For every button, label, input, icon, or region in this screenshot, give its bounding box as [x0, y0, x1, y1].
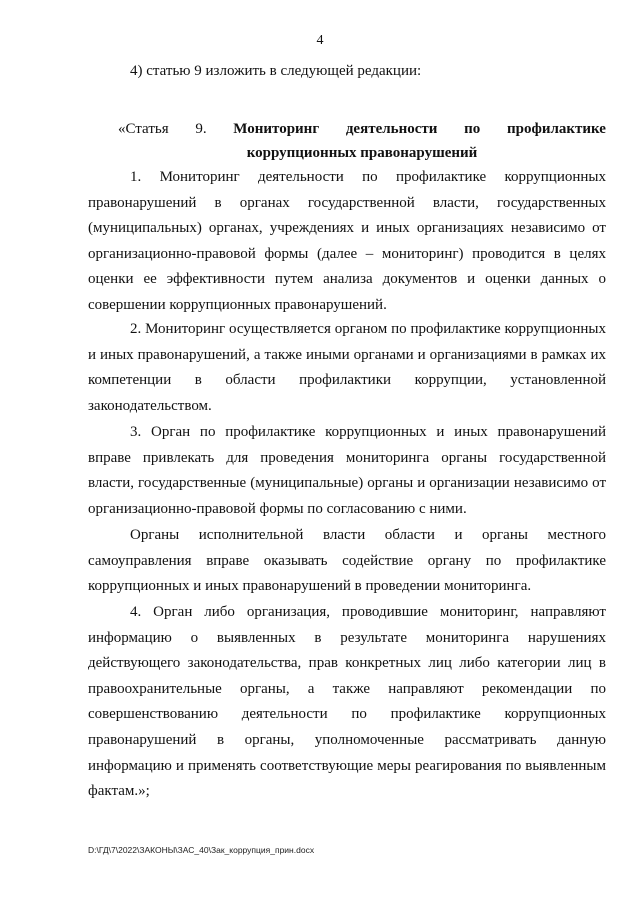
paragraph-text: Органы исполнительной власти области и органы местного самоуправления вправе оказывать содействие органу по профилактике коррупционных и иных правонарушений в проведении мониторинга. — [88, 527, 606, 595]
article-title-line2: коррупционных правонарушений — [246, 145, 478, 161]
paragraph-3 — [88, 420, 606, 522]
paragraph-text: 1. Мониторинг деятельности по профилактике коррупционных правонарушений в органах государственной власти, государственных (муниципальных) органах, учреждениях и иных организациях независимо от организационно-правовой формы (далее – мониторинг) проводится в целях оценки ее эффективности путем анализа документов и оценки данных о совершении коррупционных правонарушений. — [88, 169, 606, 313]
paragraph-2 — [88, 317, 606, 419]
paragraph-3-continued — [88, 523, 606, 600]
article-title-word: по — [464, 121, 481, 137]
article-title-word: Мониторинг — [233, 121, 320, 137]
article-number: 9. — [195, 121, 207, 137]
file-path-footer: D:\ГД\7\2022\ЗАКОНЫ\ЗАС_40\Зак_коррупция_прин.docx — [88, 845, 315, 855]
article-title-word: деятельности — [345, 121, 438, 137]
article-quote-label: «Статья — [118, 121, 169, 137]
paragraph-text: 4. Орган либо организация, проводившие мониторинг, направляют информацию о выявленных в результате мониторинга нарушениях действующего законодательства, прав конкретных лиц либо категории лиц в правоохранительные органы, а также направляют рекомендации по совершенствованию деятельности по профилактике коррупционных правонарушений в органы, уполномоченные рассматривать данную информацию и применять соответствующие меры реагирования по выявленным фактам.»; — [88, 604, 606, 800]
amendment-intro: 4) статью 9 изложить в следующей редакции: — [130, 63, 422, 79]
paragraph-text: 2. Мониторинг осуществляется органом по профилактике коррупционных и иных правонарушений, а также иными органами и организациями в рамках их компетенции в области профилактики коррупции, установленной законодательством. — [88, 321, 606, 414]
paragraph-1 — [88, 165, 606, 319]
article-title-word: профилактике — [506, 121, 606, 137]
paragraph-text: 3. Орган по профилактике коррупционных и иных правонарушений вправе привлекать для проведения мониторинга органы государственной власти, государственные (муниципальные) органы и организации независимо от организационно-правовой формы по согласованию с ними. — [88, 424, 606, 517]
page-number: 4 — [316, 33, 324, 48]
paragraph-4 — [88, 600, 606, 805]
article-heading — [118, 117, 606, 165]
